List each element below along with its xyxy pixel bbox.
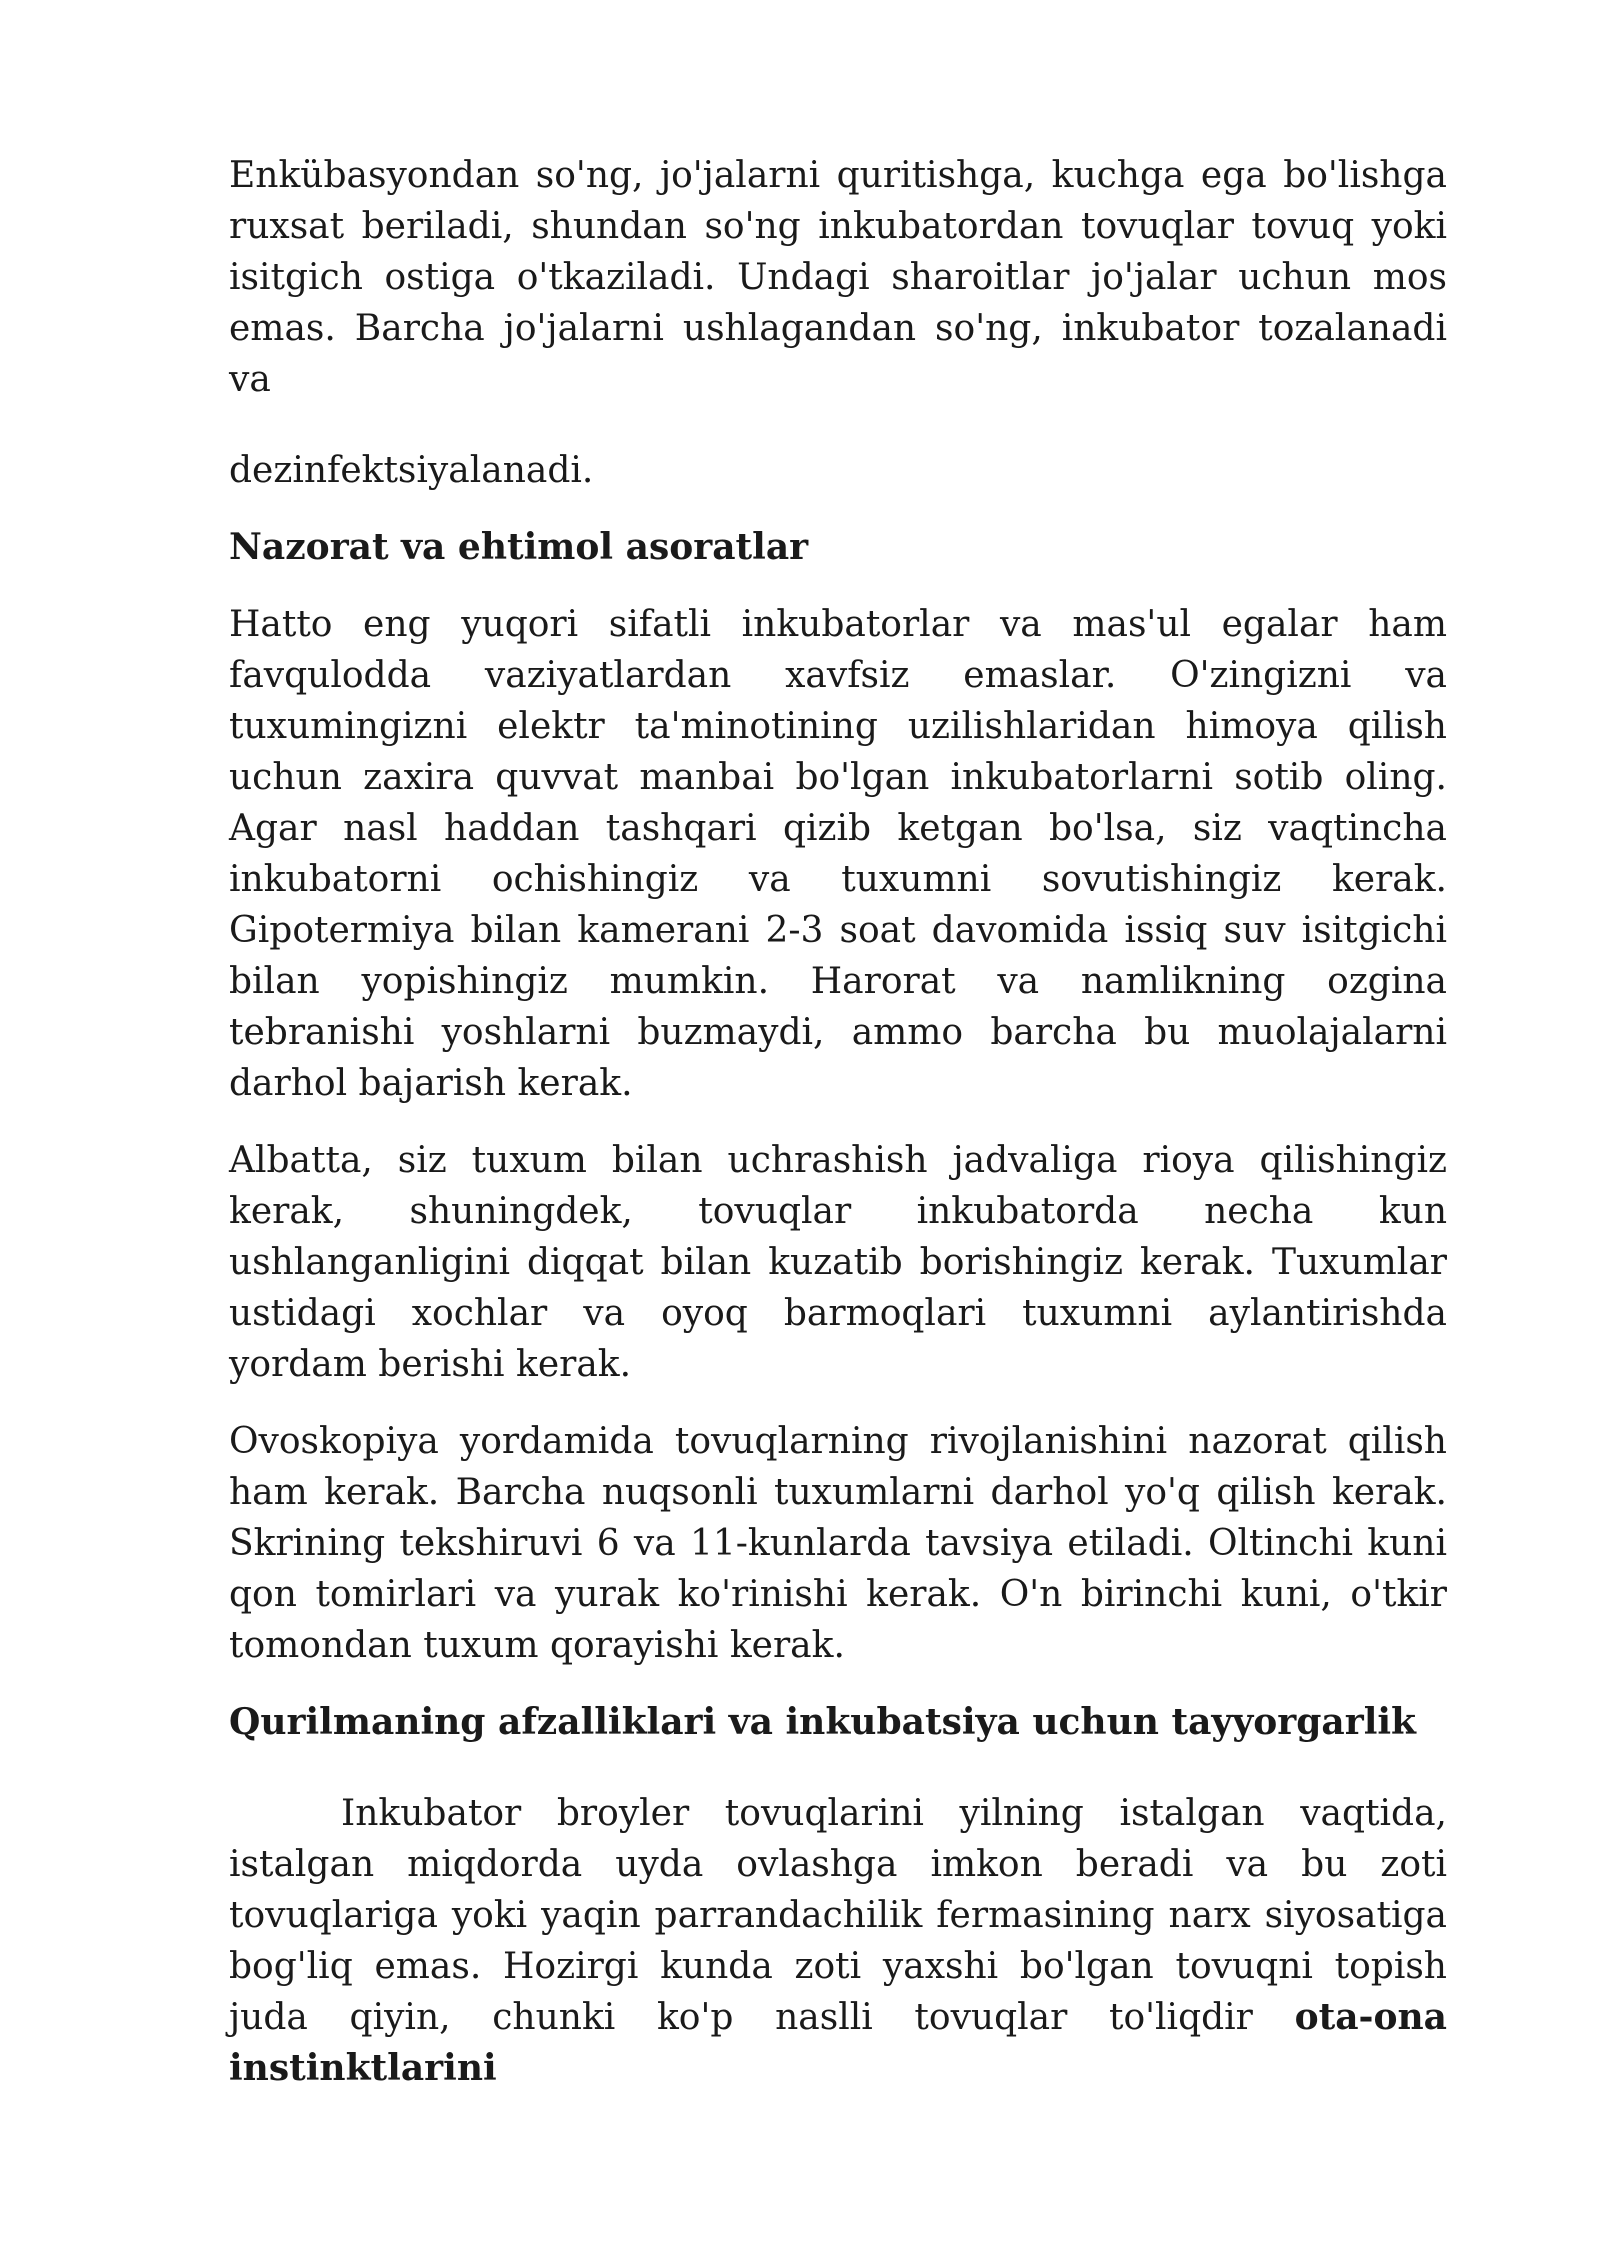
paragraph-enkubasyon: Enkübasyondan so'ng, jo'jalarni quritishga, kuchga ega bo'lishga ruxsat beriladi, shundan so'ng inkubatordan tovuqlar tovuq yoki isitgich ostiga o'tkaziladi. Undagi sharoitlar jo'jalar uchun mos emas. Barcha jo'jalarni ushlagandan so'ng, inkubator tozalanadi va xyxy=(229,155,1447,400)
paragraph-ovoskopiya: Ovoskopiya yordamida tovuqlarning rivojlanishini nazorat qilish ham kerak. Barcha nuqsonli tuxumlarni darhol yo'q qilish kerak. Skrining tekshiruvi 6 va 11-kunlarda tavsiya etiladi. Oltinchi kuni qon tomirlari va yurak ko'rinishi kerak. O'n birinchi kuni, o'tkir tomondan tuxum qorayishi kerak. xyxy=(229,1421,1447,1666)
paragraph-inkubator xyxy=(229,1788,1447,2094)
paragraph-inkubator-bold: ota-ona instinktlarini xyxy=(229,1996,1447,2089)
section-heading-afzalliklar: Qurilmaning afzalliklari va inkubatsiya uchun tayyorgarlik xyxy=(229,1701,1416,1743)
paragraph-nazorat: Hatto eng yuqori sifatli inkubatorlar va mas'ul egalar ham favqulodda vaziyatlardan xavfsiz emaslar. O'zingizni va tuxumingizni elektr ta'minotining uzilishlaridan himoya qilish uchun zaxira quvvat manbai bo'lgan inkubatorlarni sotib oling. Agar nasl haddan tashqari qizib ketgan bo'lsa, siz vaqtincha inkubatorni ochishingiz va tuxumni sovutishingiz kerak. Gipotermiya bilan kamerani 2-3 soat davomida issiq suv isitgichi bilan yopishingiz mumkin. Harorat va namlikning ozgina tebranishi yoshlarni buzmaydi, ammo barcha bu muolajalarni darhol bajarish kerak. xyxy=(229,604,1447,1104)
paragraph-enkubasyon-tail: dezinfektsiyalanadi. xyxy=(229,450,594,491)
section-heading-nazorat: Nazorat va ehtimol asoratlar xyxy=(229,526,809,568)
paragraph-inkubator-text: Inkubator broyler tovuqlarini yilning istalgan vaqtida, istalgan miqdorda uyda ovlashga imkon beradi va bu zoti tovuqlariga yoki yaqin parrandachilik fermasining narx siyosatiga bog'liq emas. Hozirgi kunda zoti yaxshi bo'lgan tovuqni topish juda qiyin, chunki ko'p naslli tovuqlar to'liqdir xyxy=(229,1793,1447,2038)
document-page xyxy=(229,150,1447,2094)
paragraph-albatta: Albatta, siz tuxum bilan uchrashish jadvaliga rioya qilishingiz kerak, shuningdek, tovuqlar inkubatorda necha kun ushlanganligini diqqat bilan kuzatib borishingiz kerak. Tuxumlar ustidagi xochlar va oyoq barmoqlari tuxumni aylantirishda yordam berishi kerak. xyxy=(229,1140,1447,1385)
